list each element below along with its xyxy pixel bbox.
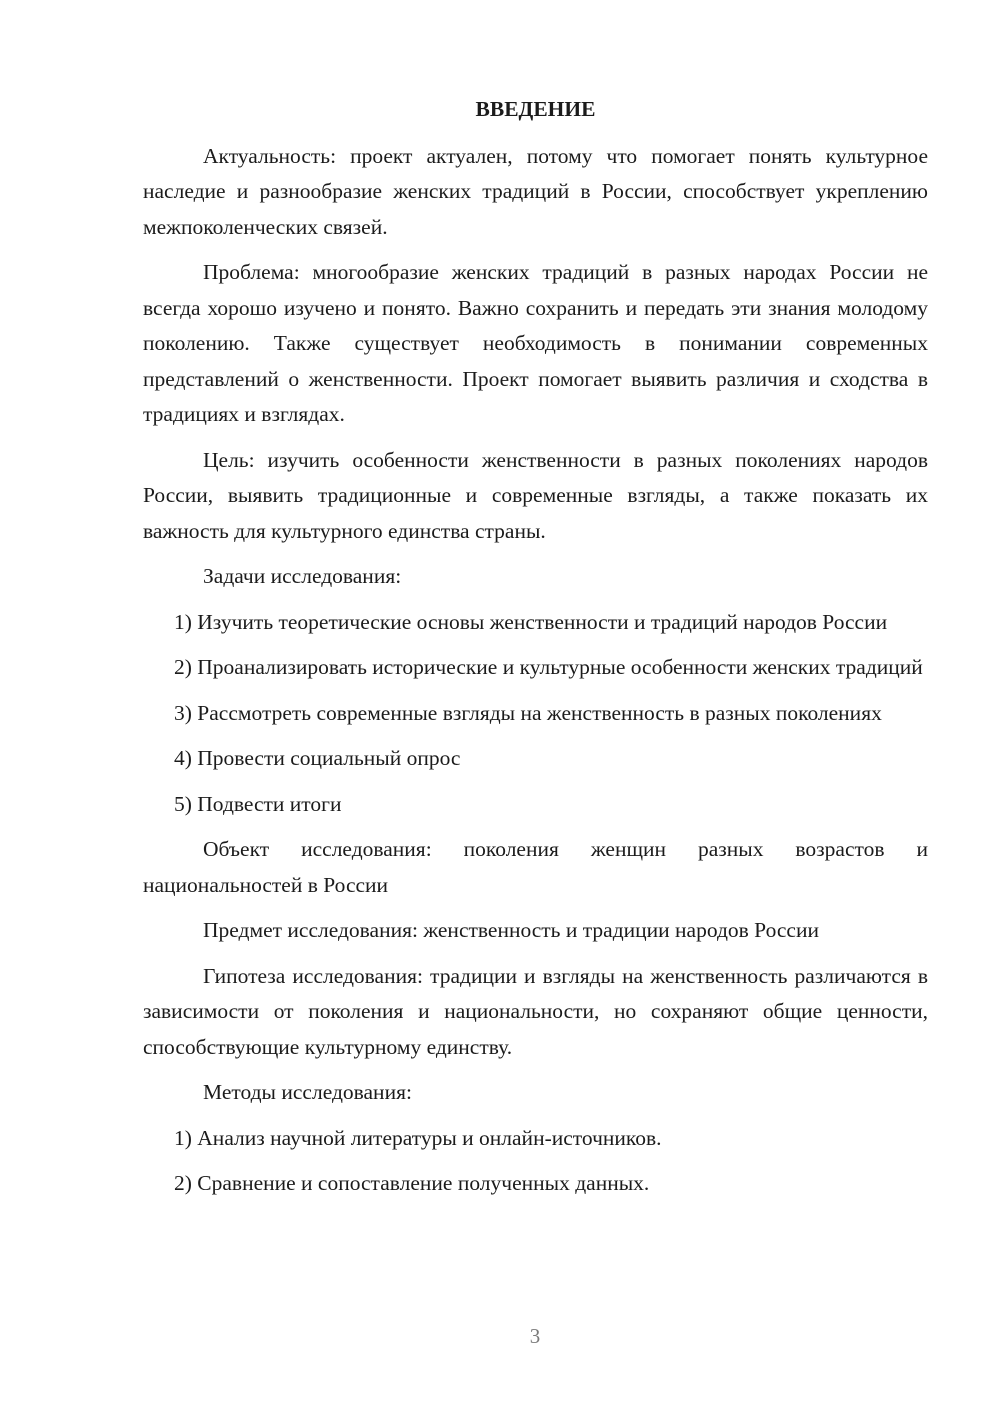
object-paragraph: Объект исследования: поколения женщин разных возрастов и национальностей в России bbox=[143, 837, 928, 897]
methods-heading: Методы исследования: bbox=[203, 1080, 412, 1104]
subject-paragraph: Предмет исследования: женственность и традиции народов России bbox=[203, 918, 819, 942]
task-item: 5) Подвести итоги bbox=[174, 791, 342, 816]
task-item: 3) Рассмотреть современные взгляды на женственность в разных поколениях bbox=[174, 700, 882, 725]
tasks-heading: Задачи исследования: bbox=[203, 564, 402, 588]
relevance-paragraph: Актуальность: проект актуален, потому что помогает понять культурное наследие и разнообразие женских традиций в России, способствует укреплению межпоколенческих связей. bbox=[143, 143, 928, 239]
method-item: 2) Сравнение и сопоставление полученных данных. bbox=[174, 1171, 650, 1195]
task-item: 4) Провести социальный опрос bbox=[174, 746, 461, 770]
task-item: 2) Проанализировать исторические и культурные особенности женских традиций bbox=[174, 655, 923, 679]
page-number: 3 bbox=[529, 1324, 541, 1348]
method-item: 1) Анализ научной литературы и онлайн-источников. bbox=[174, 1125, 662, 1150]
problem-paragraph: Проблема: многообразие женских традиций в разных народах России не всегда хорошо изучено и понято. Важно сохранить и передать эти знания молодому поколению. Также существует необходимость в понимании современных представлений о женственности. Проект помогает выявить различия и сходства в традициях и взглядах. bbox=[143, 260, 928, 426]
goal-paragraph: Цель: изучить особенности женственности в разных поколениях народов России, выявить традиционные и современные взгляды, а также показать их важность для культурного единства страны. bbox=[143, 447, 928, 543]
page-title: ВВЕДЕНИЕ bbox=[475, 97, 596, 121]
hypothesis-paragraph: Гипотеза исследования: традиции и взгляды на женственность различаются в зависимости от поколения и национальности, но сохраняют общие ценности, способствующие культурному единству. bbox=[143, 963, 928, 1059]
document-page bbox=[143, 92, 928, 1212]
task-item: 1) Изучить теоретические основы женственности и традиций народов России bbox=[174, 609, 888, 634]
